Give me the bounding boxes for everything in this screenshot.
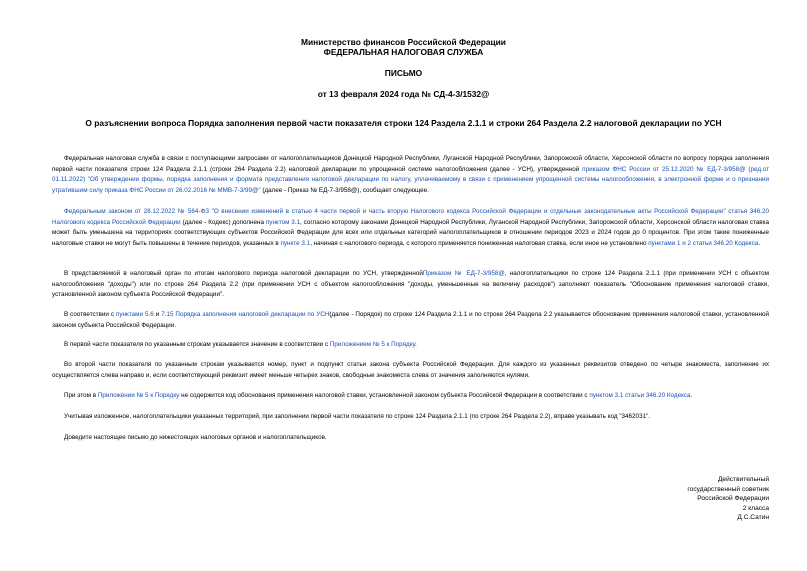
document-date-number: от 13 февраля 2024 года № СД-4-3/1532@ [317, 89, 490, 99]
paragraph-2 [52, 207, 769, 249]
p4-text-2: и [153, 311, 162, 318]
paragraph-9 [52, 433, 769, 444]
p7-text-1: При этом в [64, 392, 98, 399]
p7-link-clause-3-1[interactable]: пунктом 3.1 статьи 346.20 Кодекса [589, 392, 691, 399]
p3-text-2: , налогоплательщики по строке 124 Раздела 2.1.1 (при применении УСН с объектом налогообложения "доходы") или по строке 264 Раздела 2.2 (при применении УСН с объектом налогообложения "доходы, уменьшенные на величину расходов") заполняют показатель "Обоснование применения налоговой ставки, установленной законом субъекта Российской Федерации". [52, 270, 769, 299]
p4-text-1: В соответствии с [64, 311, 116, 318]
signature-name: Д.С.Сатин [737, 514, 769, 522]
paragraph-8 [52, 412, 769, 423]
paragraph-5 [52, 340, 769, 351]
p2-link-clause-3-1-b[interactable]: пункте 3.1 [280, 239, 311, 247]
document-type: ПИСЬМО [384, 68, 423, 78]
p4-text-3: (далее - Порядок) по строке 124 Раздела 2.1.1 и по строке 264 Раздела 2.2 указывается обоснование применения налоговой ставки, установленной законом субъекта Российской Федерации. [52, 311, 769, 329]
signature-block [629, 475, 769, 523]
paragraph-4 [52, 310, 769, 331]
p1-text-1: Федеральная налоговая служба в связи с поступающими запросами от налогоплательщиков Донецкой Народной Республики, Луганской Народной Республики, Запорожской области, Херсонской области по вопросу порядка заполнения первой части показателя строки 124 Раздела 2.1.1 (строки 264 Раздела 2.2) налоговой декларации по упрощенной системе налогообложения (далее - УСН), утвержденной [52, 155, 769, 173]
p2-link-federal-law[interactable]: Федеральным законом от 28.12.2022 № 564-ФЗ "О внесении изменений в статью 4 части первой и часть вторую Налогового кодекса Российской Федерации и отдельные законодательные акты Российской Федерации" статья 346.20 Налогового кодекса Российской Федерации [52, 208, 769, 226]
paragraph-6 [52, 360, 769, 381]
p2-link-clauses-1-2[interactable]: пунктами 1 и 2 статьи 346.20 Кодекса [648, 239, 759, 247]
paragraph-7 [52, 391, 769, 402]
p2-text-1: (далее - Кодекс) дополнена [180, 218, 266, 226]
paragraph-1 [52, 154, 769, 196]
signature-line-3: Российской Федерации [697, 495, 769, 503]
p5-link-appendix-5[interactable]: Приложением № 5 к Порядку [329, 341, 416, 348]
p1-link-order[interactable]: приказом ФНС России от 25.12.2020 № ЕД-7-3/958@ (ред.от 01.11.2022) "Об утверждении формы, порядка заполнения и формата представления налоговой декларации по налогу, уплачиваемому в связи с применением упрощенной системы налогообложения, в электронной форме и о признании утратившим силу приказа ФНС России от 26.02.2016 № ММВ-7-3/99@" [52, 165, 769, 194]
signature-line-4: 2 класса [742, 504, 769, 512]
p4-link-clause-5-6[interactable]: пунктами 5.6 [116, 311, 154, 318]
signature-line-1: Действительный [717, 476, 769, 483]
p7-text-2: не содержится код обоснования применения налоговой ставки, установленной законом субъекта Российской Федерации в соответствии с [179, 392, 590, 399]
p7-link-appendix-5[interactable]: Приложении № 5 к Порядку [97, 392, 180, 399]
p7-text-3: . [690, 392, 693, 399]
p1-text-2: (далее - Приказ № ЕД-7-3/958@), сообщает следующее. [260, 186, 429, 194]
p2-link-clause-3-1[interactable]: пунктом 3.1 [265, 218, 301, 226]
ministry-name: Министерство финансов Российской Федерации [301, 37, 506, 47]
p8-text-1: Учитывая изложенное, налогоплательщики указанных территорий, при заполнении первой части показателя по строке 124 Раздела 2.1.1 (по строке 264 Раздела 2.2), вправе указывать код "3462031". [64, 413, 651, 420]
signature-line-2: государственный советник [687, 485, 769, 493]
p9-text-1: Доведите настоящее письмо до нижестоящих налоговых органов и налогоплательщиков. [64, 434, 327, 441]
p2-text-2: , согласно которому законами Донецкой Народной Республики, Луганской Народной Республики, Запорожской области, Херсонской области налоговая ставка может быть уменьшена на территориях соответствующих субъектов Российской Федерации для всех или отдельных категорий налогоплательщиков в отношении периодов 2023 и 2024 годов до 0 процентов. При этом такие пониженные налоговые ставки не могут быть повышены в течение периодов, указанных в [52, 218, 769, 247]
p2-text-3: , начиная с налогового периода, с которого применяется пониженная налоговая ставка, если иное не установлено [310, 239, 649, 247]
p3-text-1: В представляемой в налоговый орган по итогам налогового периода налоговой декларации по УСН, утвержденной [64, 270, 423, 277]
service-name: ФЕДЕРАЛЬНАЯ НАЛОГОВАЯ СЛУЖБА [323, 47, 484, 57]
p5-text-1: В первой части показателя по указанным строкам указывается значение в соответствии с [64, 341, 330, 348]
p3-link-order[interactable]: Приказом № ЕД-7-3/958@ [422, 270, 505, 277]
p2-text-4: . [758, 239, 760, 247]
document-subject: О разъяснении вопроса Порядка заполнения первой части показателя строки 124 Раздела 2.1.1 и строки 264 Раздела 2.2 налоговой декларации по УСН [85, 118, 722, 128]
p5-text-2: . [415, 341, 417, 348]
p4-link-procedure[interactable]: 7.15 Порядка заполнения налоговой декларации по УСН [161, 311, 330, 318]
paragraph-3 [52, 269, 769, 301]
p6-text-1: Во второй части показателя по указанным строкам указывается номер, пункт и подпункт статьи закона субъекта Российской Федерации. Для каждого из указанных реквизитов отведено по четыре знакоместа, заполнение их осуществляется слева направо и, если соответствующий реквизит имеет меньше четырех знаков, свободные знакоместа слева от значения заполняются нулями. [52, 361, 769, 379]
